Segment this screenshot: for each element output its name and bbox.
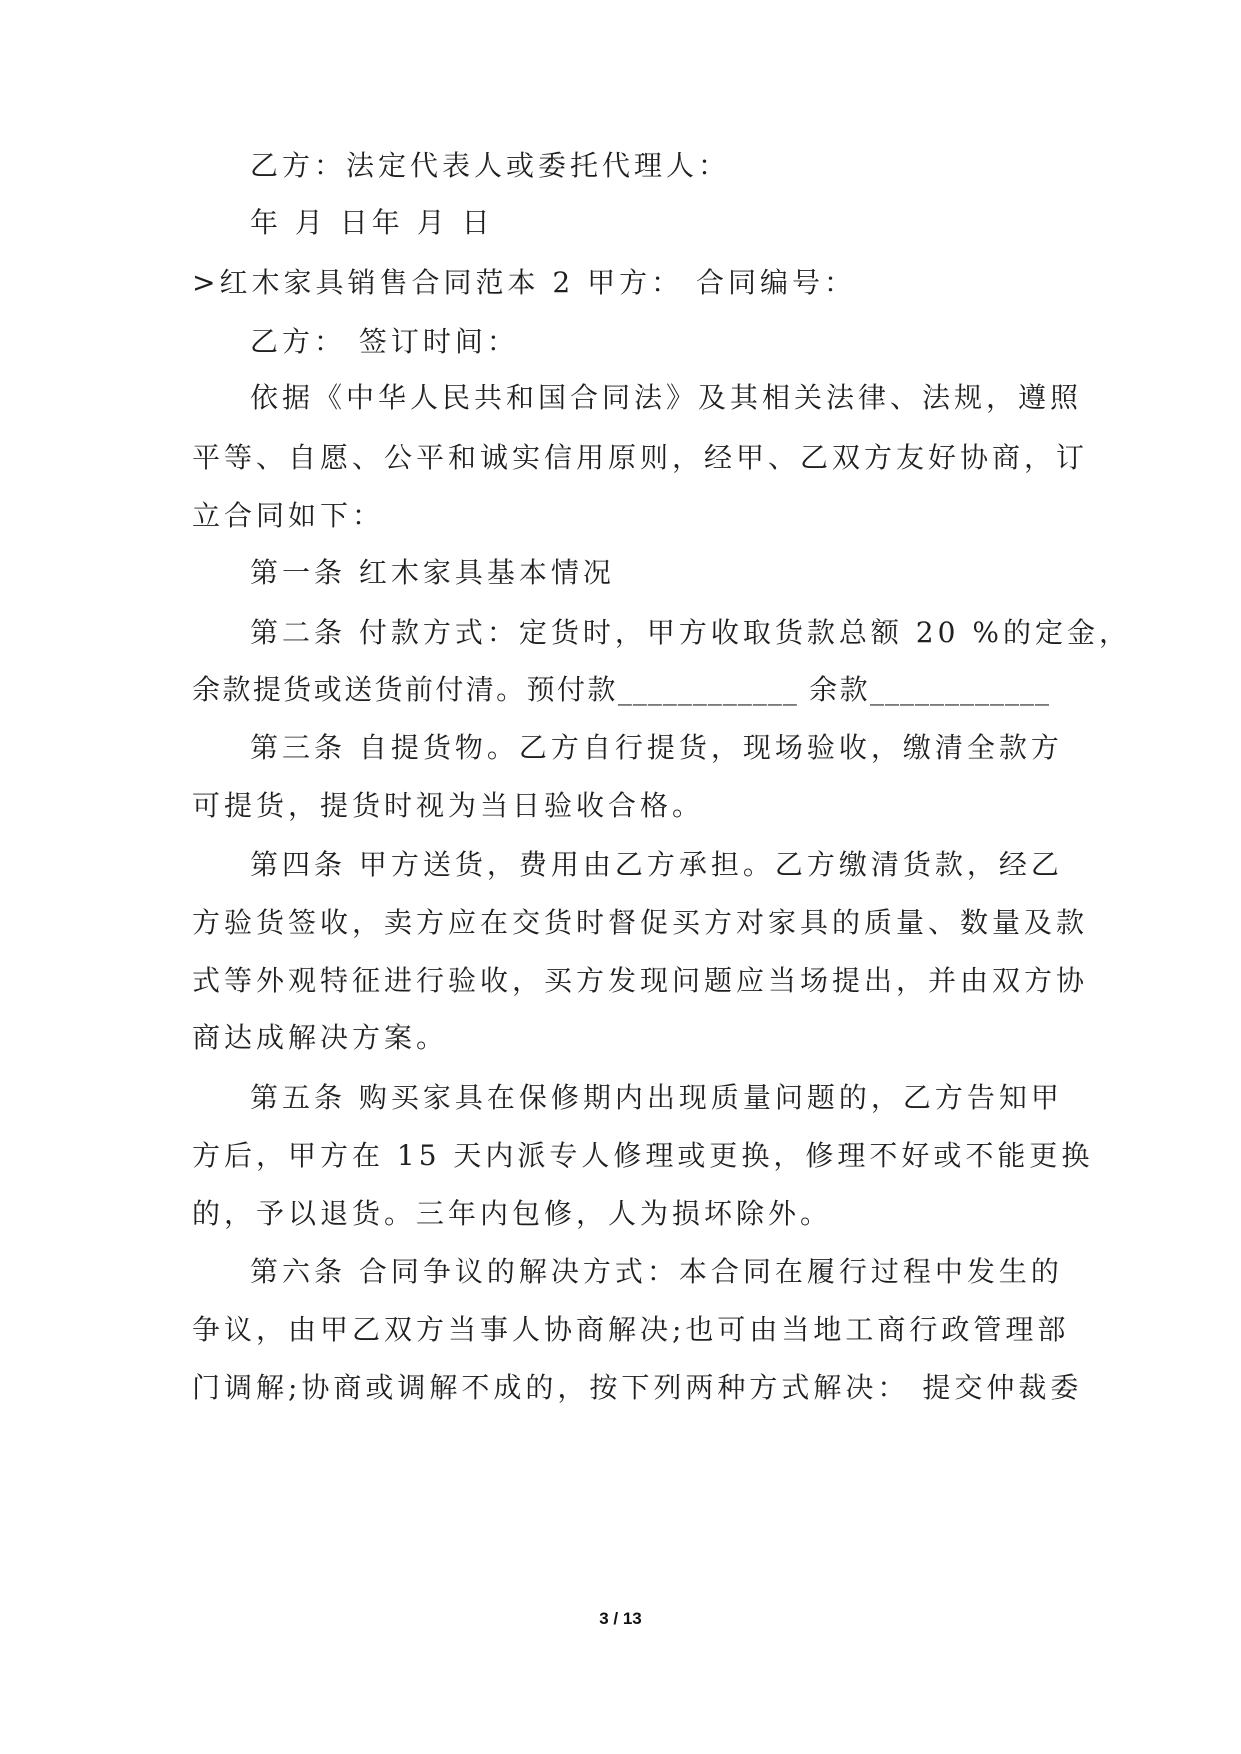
article-2-line-2: 余款提货或送货前付清。预付款____________ 余款____________ [192,673,1050,706]
party-b-sign-time-line: 乙方： 签订时间： [250,325,519,358]
paragraph-preamble-line-3: 立合同如下： [192,499,385,532]
contract-title-line: >红木家具销售合同范本 2 甲方： 合同编号： [192,266,856,299]
article-1-line: 第一条 红木家具基本情况 [250,556,615,589]
article-5-line-1: 第五条 购买家具在保修期内出现质量问题的，乙方告知甲 [250,1081,1063,1114]
article-6-line-2: 争议，由甲乙双方当事人协商解决;也可由当地工商行政管理部 [192,1313,1070,1346]
article-2-line-1: 第二条 付款方式：定货时，甲方收取货款总额 20 %的定金， [250,616,1131,649]
article-3-line-1: 第三条 自提货物。乙方自行提货，现场验收，缴清全款方 [250,731,1063,764]
article-6-line-3: 门调解;协商或调解不成的，按下列两种方式解决： 提交仲裁委 [192,1371,1083,1404]
date-line: 年 月 日年 月 日 [250,206,494,239]
article-4-line-3: 式等外观特征进行验收，买方发现问题应当场提出，并由双方协 [192,964,1089,997]
article-6-line-1: 第六条 合同争议的解决方式：本合同在履行过程中发生的 [250,1255,1063,1288]
article-5-line-2: 方后，甲方在 15 天内派专人修理或更换，修理不好或不能更换 [192,1139,1094,1172]
paragraph-preamble-line-1: 依据《中华人民共和国合同法》及其相关法律、法规，遵照 [250,381,1083,414]
article-4-line-1: 第四条 甲方送货，费用由乙方承担。乙方缴清货款，经乙 [250,848,1063,881]
page-number: 3 / 13 [599,1609,642,1628]
article-3-line-2: 可提货，提货时视为当日验收合格。 [192,789,705,822]
article-4-line-2: 方验货签收，卖方应在交货时督促买方对家具的质量、数量及款 [192,906,1089,939]
article-5-line-3: 的，予以退货。三年内包修，人为损坏除外。 [192,1197,833,1230]
party-b-representative-line: 乙方：法定代表人或委托代理人： [250,149,731,182]
article-4-line-4: 商达成解决方案。 [192,1021,449,1054]
paragraph-preamble-line-2: 平等、自愿、公平和诚实信用原则，经甲、乙双方友好协商，订 [192,441,1089,474]
